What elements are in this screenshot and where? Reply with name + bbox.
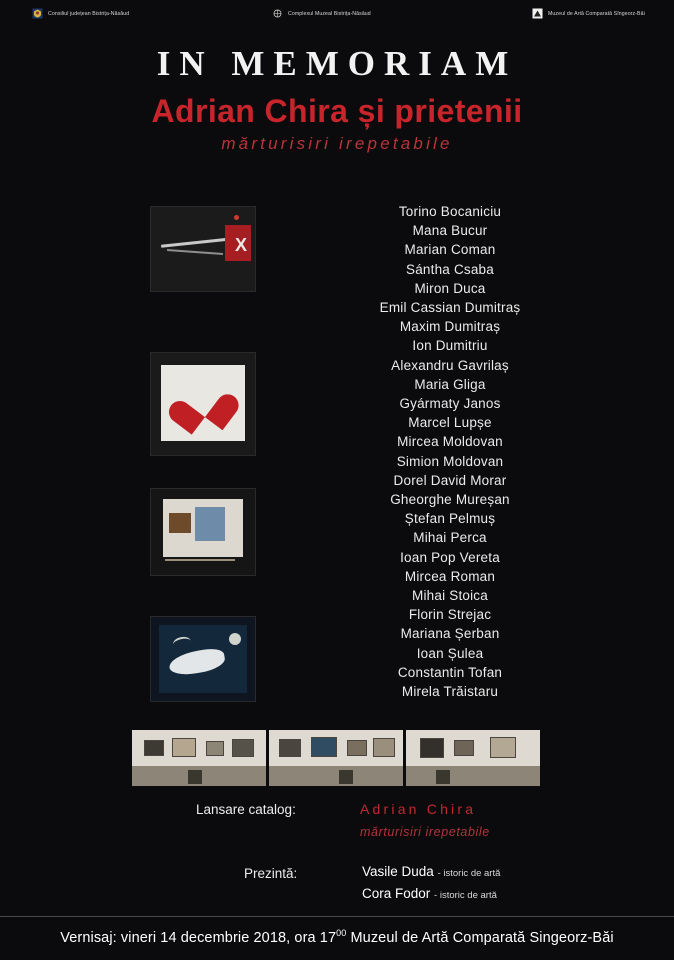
artist-name: Florin Strejac bbox=[408, 607, 492, 623]
poster-title: IN MEMORIAM bbox=[156, 44, 518, 83]
vernissage-text: Vernisaj: vineri 14 decembrie 2018, ora 17 bbox=[60, 929, 337, 946]
artist-name: Alexandru Gavrilaș bbox=[391, 357, 509, 373]
footer-divider bbox=[0, 916, 674, 917]
artist-name: Mariana Șerban bbox=[400, 626, 500, 642]
artist-name: Mana Bucur bbox=[412, 223, 488, 239]
artist-name: Mihai Perca bbox=[413, 530, 487, 546]
presenter-role: - istoric de artă bbox=[434, 890, 497, 901]
artwork-thumbnail-2 bbox=[150, 352, 256, 456]
presenter-row bbox=[362, 886, 497, 901]
catalog-launch-label: Lansare catalog: bbox=[196, 802, 296, 817]
artist-name: Mirela Trăistaru bbox=[401, 684, 499, 700]
artist-name: Sántha Csaba bbox=[406, 261, 494, 277]
artist-name: Maxim Dumitraș bbox=[399, 319, 501, 335]
county-council-crest-icon bbox=[32, 8, 43, 19]
poster-title-artist: Adrian Chira și prietenii bbox=[151, 93, 523, 129]
logo-muzeul-arta-comparata bbox=[532, 8, 645, 19]
presenter-role: - istoric de artă bbox=[437, 868, 501, 879]
artist-name: Mircea Roman bbox=[404, 568, 496, 584]
artist-name: Constantin Tofan bbox=[397, 664, 503, 680]
artist-name: Ioan Șulea bbox=[416, 645, 484, 661]
catalog-title: Adrian Chira bbox=[360, 801, 477, 817]
artist-name: Mihai Stoica bbox=[412, 588, 488, 604]
logo-label-1: Consiliul județean Bistrița-Năsăud bbox=[48, 10, 130, 17]
logo-label-2: Complexul Muzeal Bistrița-Năsăud bbox=[288, 10, 371, 17]
artist-name: Simion Moldovan bbox=[396, 453, 504, 469]
artist-name: Ștefan Pelmuș bbox=[404, 511, 496, 527]
artist-name: Miron Duca bbox=[414, 280, 486, 296]
artwork-thumbnail-4 bbox=[150, 616, 256, 702]
artist-name: Torino Bocaniciu bbox=[398, 204, 502, 219]
artist-name: Gheorghe Mureșan bbox=[390, 492, 510, 508]
footer-details bbox=[0, 928, 674, 946]
artwork-thumbnail-1: X bbox=[150, 206, 256, 292]
artists-list bbox=[300, 202, 600, 701]
presenter-row bbox=[362, 864, 500, 879]
artist-name: Mircea Moldovan bbox=[397, 434, 503, 450]
logo-label-3: Muzeul de Artă Comparată Sîngeorz-Băi bbox=[548, 10, 645, 17]
presents-label: Prezintă: bbox=[244, 866, 298, 881]
exhibition-photo bbox=[132, 730, 266, 786]
artist-name: Maria Gliga bbox=[414, 376, 486, 392]
artwork-thumbnail-3 bbox=[150, 488, 256, 576]
catalog-subtitle: mărturisiri irepetabile bbox=[360, 825, 490, 839]
artist-name: Ioan Pop Vereta bbox=[400, 549, 500, 565]
presenter-name: Vasile Duda bbox=[362, 864, 434, 879]
exhibition-photo bbox=[269, 730, 403, 786]
logo-bar bbox=[0, 0, 674, 26]
artist-name: Emil Cassian Dumitraș bbox=[379, 300, 521, 316]
museum-complex-icon bbox=[272, 8, 283, 19]
poster-subtitle: mărturisiri irepetabile bbox=[221, 134, 453, 153]
artist-name: Gyármaty Janos bbox=[399, 396, 501, 412]
artist-name: Ion Dumitriu bbox=[412, 338, 488, 354]
artist-name: Marian Coman bbox=[404, 242, 496, 258]
logo-complexul-muzeal bbox=[272, 8, 371, 19]
presenter-name: Cora Fodor bbox=[362, 886, 431, 901]
vernissage-time-superscript: 00 bbox=[336, 928, 347, 938]
exhibition-photo-strip bbox=[132, 730, 542, 786]
logo-consiliul-judetean bbox=[32, 8, 129, 19]
artist-name: Marcel Lupșe bbox=[408, 415, 492, 431]
exhibition-photo bbox=[406, 730, 540, 786]
venue-text: Muzeul de Artă Comparată Singeorz-Băi bbox=[346, 929, 614, 946]
comparative-art-museum-icon bbox=[532, 8, 543, 19]
artist-name: Dorel David Morar bbox=[393, 472, 507, 488]
